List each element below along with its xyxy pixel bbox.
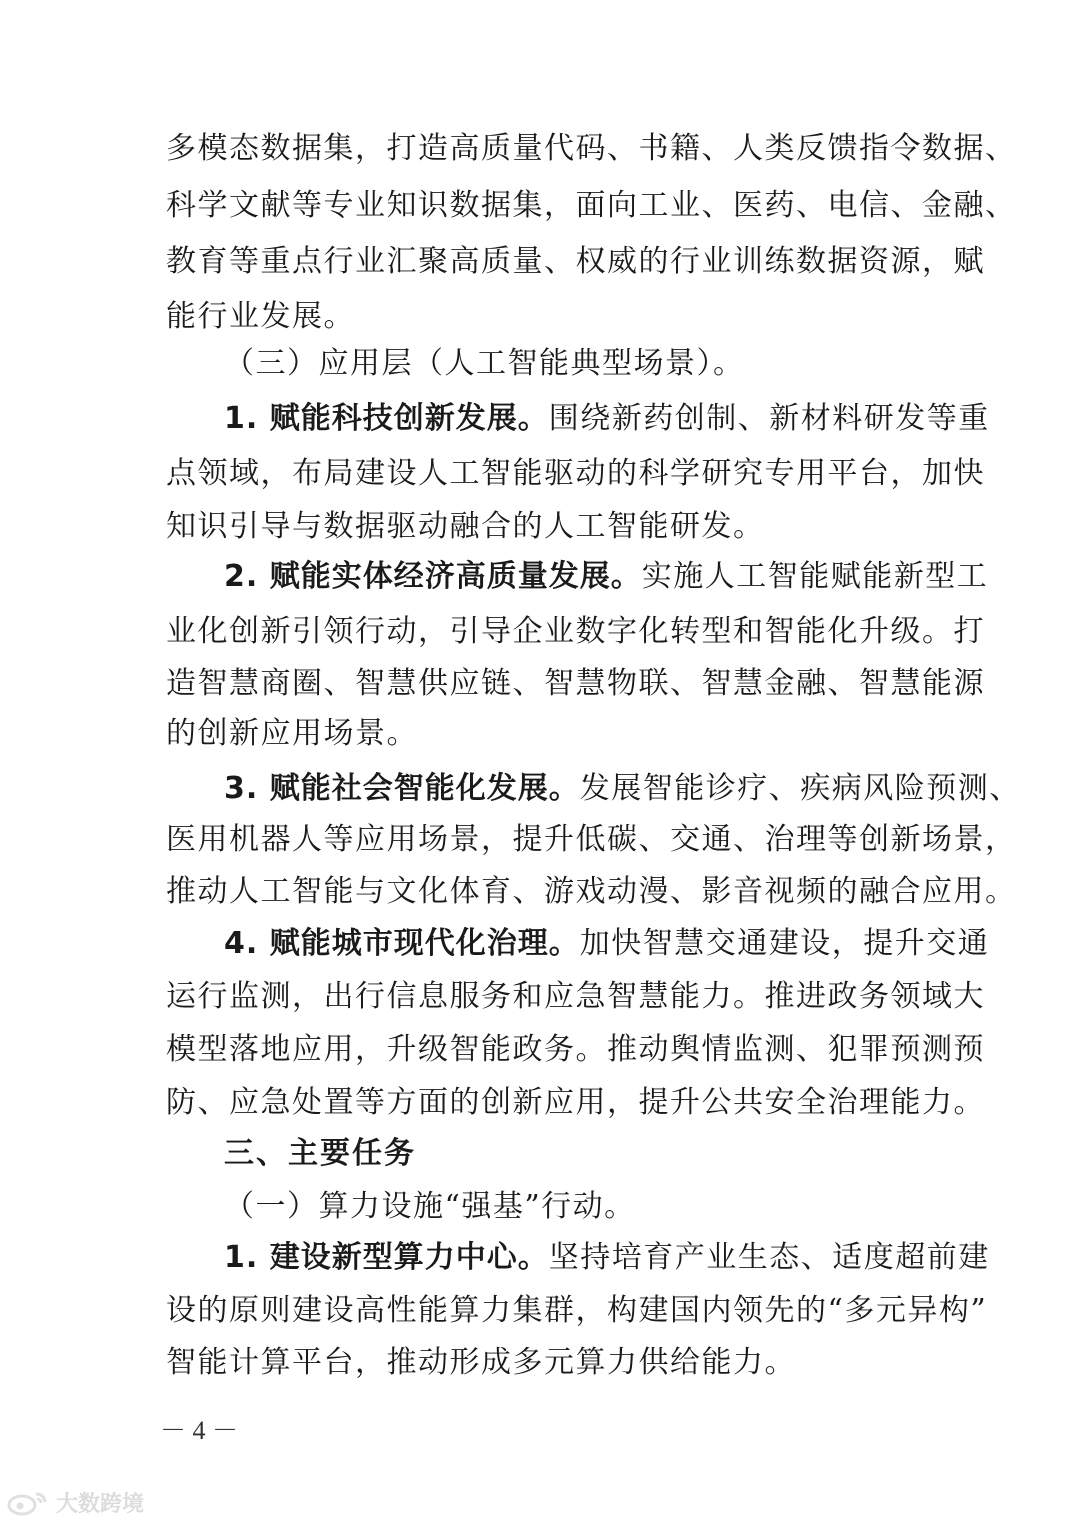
paragraph-line: 教育等重点行业汇聚高质量、权威的行业训练数据资源，赋 [166, 244, 985, 279]
paragraph-line: 科学文献等专业知识数据集，面向工业、医药、电信、金融、 [166, 188, 1017, 223]
item-text: 加快智慧交通建设，提升交通 [579, 926, 990, 961]
item-title: 3. 赋能社会智能化发展。 [224, 771, 580, 806]
paragraph-line [224, 1238, 990, 1278]
page-number: － 4 － [160, 1416, 239, 1445]
paragraph-line: 点领域，布局建设人工智能驱动的科学研究专用平台，加快 [166, 456, 985, 491]
paragraph-line: 设的原则建设高性能算力集群，构建国内领先的“多元异构” [166, 1293, 988, 1328]
weibo-icon [6, 1488, 50, 1516]
paragraph-line [224, 399, 990, 439]
paragraph-line [224, 557, 989, 597]
item-text: 发展智能诊疗、疾病风险预测、 [579, 771, 1021, 806]
item-text: 围绕新药创制、新材料研发等重 [548, 401, 990, 436]
item-title: 2. 赋能实体经济高质量发展。 [224, 559, 642, 594]
paragraph-line: 医用机器人等应用场景，提升低碳、交通、治理等创新场景， [166, 822, 1017, 857]
paragraph-line [224, 924, 990, 964]
watermark-text: 大数跨境 [56, 1491, 145, 1517]
item-text: 实施人工智能赋能新型工 [641, 559, 989, 594]
section-subheading: （三）应用层（人工智能典型场景）。 [224, 346, 745, 381]
paragraph-line: 业化创新引领行动，引导企业数字化转型和智能化升级。打 [166, 614, 985, 649]
paragraph-line: 智能计算平台，推动形成多元算力供给能力。 [166, 1345, 796, 1380]
paragraph-line: 多模态数据集，打造高质量代码、书籍、人类反馈指令数据、 [166, 131, 1017, 166]
paragraph-line [224, 769, 1021, 809]
item-text: 坚持培育产业生态、适度超前建 [548, 1240, 990, 1275]
paragraph-line: 知识引导与数据驱动融合的人工智能研发。 [166, 509, 765, 544]
paragraph-line: 能行业发展。 [166, 299, 355, 334]
watermark [6, 1486, 144, 1518]
paragraph-line: 造智慧商圈、智慧供应链、智慧物联、智慧金融、智慧能源 [166, 666, 985, 701]
paragraph-line: 推动人工智能与文化体育、游戏动漫、影音视频的融合应用。 [166, 874, 1017, 909]
section-heading: 三、主要任务 [224, 1136, 416, 1171]
paragraph-line: 的创新应用场景。 [166, 716, 418, 751]
item-title: 1. 建设新型算力中心。 [224, 1240, 549, 1275]
section-subheading: （一）算力设施“强基”行动。 [224, 1189, 636, 1224]
item-title: 4. 赋能城市现代化治理。 [224, 926, 580, 961]
item-title: 1. 赋能科技创新发展。 [224, 401, 549, 436]
paragraph-line: 模型落地应用，升级智能政务。推动舆情监测、犯罪预测预 [166, 1032, 985, 1067]
paragraph-line: 运行监测，出行信息服务和应急智慧能力。推进政务领域大 [166, 979, 985, 1014]
paragraph-line: 防、应急处置等方面的创新应用，提升公共安全治理能力。 [166, 1085, 985, 1120]
